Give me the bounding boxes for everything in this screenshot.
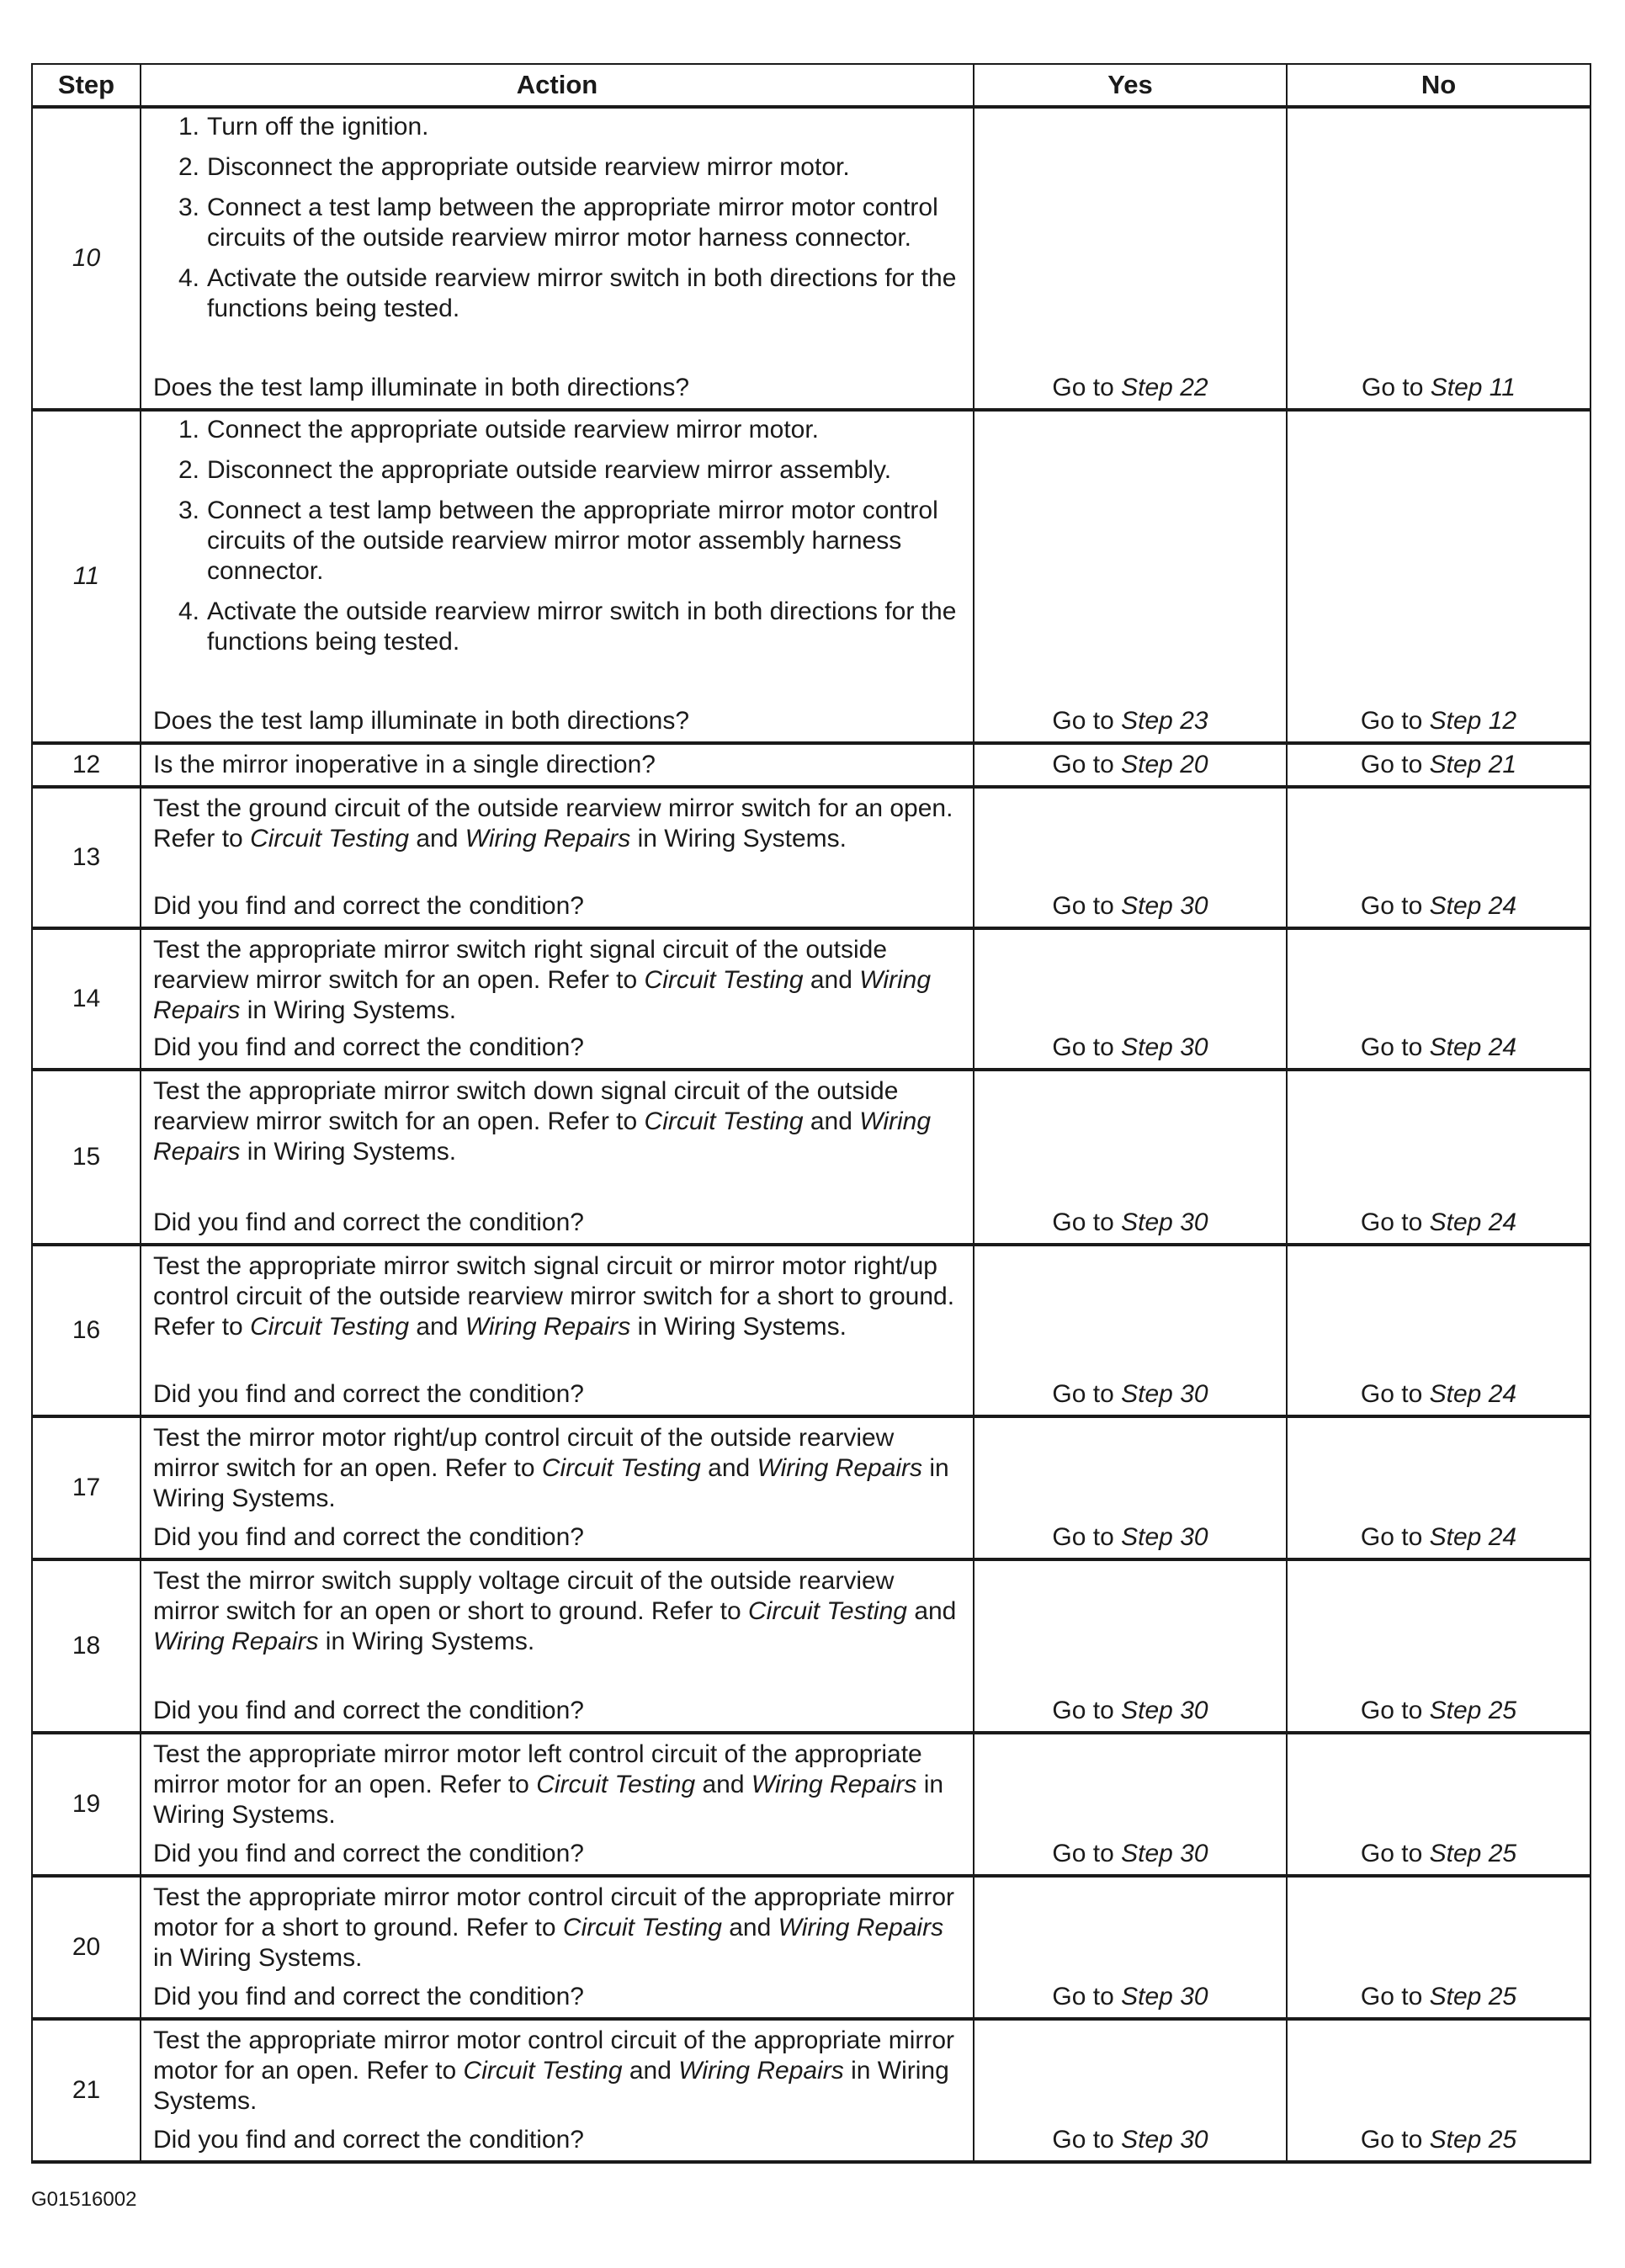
action-body bbox=[141, 412, 973, 667]
circuit-testing-ref: Circuit Testing bbox=[541, 1454, 701, 1482]
goto-label: Go to bbox=[1052, 1697, 1114, 1724]
ref-preposition: in bbox=[247, 1138, 268, 1166]
ref-conjunction: and bbox=[416, 825, 459, 852]
goto-label: Go to bbox=[1360, 707, 1423, 735]
goto-label: Go to bbox=[1052, 1983, 1114, 2010]
no-target-step: Step 24 bbox=[1429, 1033, 1517, 1061]
no-target-step: Step 25 bbox=[1429, 1697, 1517, 1724]
instruction-item bbox=[178, 112, 961, 142]
table-row bbox=[32, 107, 1590, 410]
step-number: 12 bbox=[32, 743, 141, 787]
action-content bbox=[141, 930, 973, 1068]
test-description bbox=[141, 930, 973, 1026]
action-content bbox=[141, 412, 973, 741]
no-target-step: Step 25 bbox=[1429, 2126, 1517, 2154]
no-result bbox=[1287, 743, 1590, 787]
yes-target-step: Step 30 bbox=[1121, 1840, 1208, 1867]
wiring-repairs-ref: Wiring Repairs bbox=[153, 966, 932, 1024]
description-text: Test the mirror motor right/up control circuit of the outside rearview mirror switch for an open. Refer to bbox=[153, 1424, 895, 1482]
instruction-text: Disconnect the appropriate outside rearview mirror assembly. bbox=[207, 456, 892, 484]
step-number: 19 bbox=[32, 1733, 141, 1876]
action-question: Did you find and correct the condition? bbox=[153, 1380, 584, 1408]
action-question: Did you find and correct the condition? bbox=[153, 2126, 584, 2154]
action-content bbox=[141, 1246, 973, 1415]
step-number: 21 bbox=[32, 2019, 141, 2162]
action-body bbox=[141, 1561, 973, 1657]
action-body bbox=[141, 109, 973, 334]
no-target-step: Step 21 bbox=[1429, 751, 1517, 778]
wiring-systems-ref: Wiring Systems. bbox=[352, 1628, 535, 1655]
diagnostic-table bbox=[31, 63, 1591, 2164]
goto-label: Go to bbox=[1052, 707, 1114, 735]
action-question: Did you find and correct the condition? bbox=[153, 892, 584, 920]
yes-result bbox=[974, 743, 1287, 787]
yes-target-step: Step 30 bbox=[1121, 2126, 1208, 2154]
no-target-step: Step 24 bbox=[1429, 1523, 1517, 1551]
yes-result bbox=[974, 1733, 1287, 1876]
instruction-number: 4. bbox=[178, 598, 200, 625]
no-target-step: Step 25 bbox=[1429, 1983, 1517, 2010]
table-row bbox=[32, 787, 1590, 928]
instruction-item bbox=[178, 152, 961, 183]
action-content bbox=[141, 1418, 973, 1558]
ref-preposition: in bbox=[153, 1944, 173, 1972]
no-result bbox=[1287, 1070, 1590, 1245]
action-content bbox=[141, 1071, 973, 1243]
action-content bbox=[141, 1734, 973, 1874]
instruction-list bbox=[141, 415, 973, 657]
action-cell bbox=[141, 410, 974, 743]
table-row bbox=[32, 1070, 1590, 1245]
no-result bbox=[1287, 787, 1590, 928]
wiring-repairs-ref: Wiring Repairs bbox=[153, 1628, 319, 1655]
action-cell bbox=[141, 1245, 974, 1416]
wiring-repairs-ref: Wiring Repairs bbox=[778, 1914, 944, 1941]
ref-preposition: in bbox=[637, 1313, 657, 1341]
table-row bbox=[32, 1876, 1590, 2019]
description-text: Test the appropriate mirror motor control circuit of the appropriate mirror motor for a short to ground. Refer to bbox=[153, 1883, 955, 1941]
step-number: 14 bbox=[32, 928, 141, 1070]
instruction-text: Activate the outside rearview mirror switch in both directions for the functions being tested. bbox=[207, 264, 957, 322]
circuit-testing-ref: Circuit Testing bbox=[250, 1313, 410, 1341]
header-row bbox=[32, 64, 1590, 107]
action-body bbox=[141, 789, 973, 854]
goto-label: Go to bbox=[1052, 1523, 1114, 1551]
yes-target-step: Step 30 bbox=[1121, 892, 1208, 920]
instruction-item bbox=[178, 193, 961, 253]
table-row bbox=[32, 410, 1590, 743]
no-result bbox=[1287, 1559, 1590, 1733]
table-row bbox=[32, 1559, 1590, 1733]
step-number: 15 bbox=[32, 1070, 141, 1245]
table-row bbox=[32, 743, 1590, 787]
description-text: Test the ground circuit of the outside rearview mirror switch for an open. Refer to bbox=[153, 794, 953, 852]
circuit-testing-ref: Circuit Testing bbox=[250, 825, 410, 852]
no-result bbox=[1287, 928, 1590, 1070]
wiring-systems-ref: Wiring Systems. bbox=[153, 1485, 336, 1512]
instruction-text: Activate the outside rearview mirror switch in both directions for the functions being tested. bbox=[207, 598, 957, 656]
instruction-number: 4. bbox=[178, 264, 200, 292]
wiring-systems-ref: Wiring Systems. bbox=[664, 1313, 847, 1341]
ref-conjunction: and bbox=[629, 2057, 672, 2085]
yes-target-step: Step 30 bbox=[1121, 1033, 1208, 1061]
ref-conjunction: and bbox=[810, 966, 852, 994]
ref-conjunction: and bbox=[810, 1107, 852, 1135]
wiring-systems-ref: Wiring Systems. bbox=[179, 1944, 363, 1972]
no-target-step: Step 11 bbox=[1430, 374, 1516, 401]
action-cell bbox=[141, 928, 974, 1070]
action-cell bbox=[141, 1559, 974, 1733]
goto-label: Go to bbox=[1360, 1208, 1423, 1236]
action-content bbox=[141, 789, 973, 927]
action-question: Does the test lamp illuminate in both directions? bbox=[153, 707, 690, 735]
no-result bbox=[1287, 2019, 1590, 2162]
yes-result bbox=[974, 928, 1287, 1070]
action-question: Did you find and correct the condition? bbox=[153, 1523, 584, 1551]
action-question: Did you find and correct the condition? bbox=[153, 1033, 584, 1061]
yes-result bbox=[974, 107, 1287, 410]
wiring-systems-ref: Wiring Systems. bbox=[153, 2057, 949, 2115]
wiring-repairs-ref: Wiring Repairs bbox=[678, 2057, 844, 2085]
yes-result bbox=[974, 410, 1287, 743]
instruction-number: 2. bbox=[178, 456, 200, 484]
goto-label: Go to bbox=[1052, 2126, 1114, 2154]
instruction-item bbox=[178, 263, 961, 324]
goto-label: Go to bbox=[1360, 751, 1423, 778]
yes-result bbox=[974, 2019, 1287, 2162]
description-text: Test the mirror switch supply voltage circuit of the outside rearview mirror switch for an open or short to ground. Refer to bbox=[153, 1567, 895, 1625]
action-content bbox=[141, 1561, 973, 1731]
goto-label: Go to bbox=[1362, 374, 1424, 401]
yes-result bbox=[974, 1416, 1287, 1559]
instruction-list bbox=[141, 112, 973, 324]
no-target-step: Step 12 bbox=[1429, 707, 1517, 735]
description-text: Test the appropriate mirror motor left control circuit of the appropriate mirror motor for an open. Refer to bbox=[153, 1740, 922, 1798]
action-cell bbox=[141, 1876, 974, 2019]
goto-label: Go to bbox=[1052, 1208, 1114, 1236]
yes-result bbox=[974, 1559, 1287, 1733]
action-question: Did you find and correct the condition? bbox=[153, 1697, 584, 1724]
instruction-number: 3. bbox=[178, 194, 200, 221]
wiring-systems-ref: Wiring Systems. bbox=[273, 996, 457, 1024]
action-body bbox=[141, 1878, 973, 1973]
yes-result bbox=[974, 1876, 1287, 2019]
header-action: Action bbox=[141, 64, 974, 107]
goto-label: Go to bbox=[1360, 1697, 1423, 1724]
action-question: Is the mirror inoperative in a single direction? bbox=[153, 751, 656, 778]
goto-label: Go to bbox=[1052, 892, 1114, 920]
action-content bbox=[141, 2021, 973, 2160]
circuit-testing-ref: Circuit Testing bbox=[463, 2057, 623, 2085]
test-description bbox=[141, 789, 973, 854]
figure-id: G01516002 bbox=[31, 2188, 137, 2211]
instruction-text: Disconnect the appropriate outside rearview mirror motor. bbox=[207, 153, 850, 181]
wiring-repairs-ref: Wiring Repairs bbox=[465, 1313, 631, 1341]
instruction-item bbox=[178, 496, 961, 587]
goto-label: Go to bbox=[1360, 1033, 1423, 1061]
instruction-number: 3. bbox=[178, 497, 200, 524]
goto-label: Go to bbox=[1052, 1840, 1114, 1867]
yes-target-step: Step 30 bbox=[1121, 1208, 1208, 1236]
ref-conjunction: and bbox=[702, 1771, 745, 1798]
circuit-testing-ref: Circuit Testing bbox=[562, 1914, 722, 1941]
goto-label: Go to bbox=[1052, 751, 1114, 778]
action-content bbox=[141, 1878, 973, 2017]
step-number: 18 bbox=[32, 1559, 141, 1733]
ref-preposition: in bbox=[247, 996, 268, 1024]
description-text: Test the appropriate mirror switch right signal circuit of the outside rearview mirror switch for an open. Refer to bbox=[153, 936, 888, 994]
ref-conjunction: and bbox=[708, 1454, 751, 1482]
no-result bbox=[1287, 1733, 1590, 1876]
table-row bbox=[32, 1416, 1590, 1559]
action-body bbox=[141, 2021, 973, 2117]
action-question: Does the test lamp illuminate in both directions? bbox=[153, 374, 690, 401]
instruction-number: 1. bbox=[178, 113, 200, 141]
no-result bbox=[1287, 1245, 1590, 1416]
action-question: Did you find and correct the condition? bbox=[153, 1208, 584, 1236]
step-number: 17 bbox=[32, 1416, 141, 1559]
instruction-number: 2. bbox=[178, 153, 200, 181]
test-description bbox=[141, 1246, 973, 1342]
table-row bbox=[32, 1733, 1590, 1876]
yes-target-step: Step 30 bbox=[1121, 1983, 1208, 2010]
action-body bbox=[141, 1246, 973, 1342]
goto-label: Go to bbox=[1360, 1840, 1423, 1867]
ref-conjunction: and bbox=[729, 1914, 772, 1941]
action-content bbox=[141, 745, 973, 785]
ref-conjunction: and bbox=[914, 1597, 957, 1625]
no-target-step: Step 24 bbox=[1429, 1380, 1517, 1408]
instruction-text: Connect a test lamp between the appropriate mirror motor control circuits of the outside rearview mirror motor harness connector. bbox=[207, 194, 938, 252]
table-row bbox=[32, 2019, 1590, 2162]
no-result bbox=[1287, 1876, 1590, 2019]
instruction-text: Connect the appropriate outside rearview mirror motor. bbox=[207, 416, 820, 444]
yes-target-step: Step 23 bbox=[1121, 707, 1208, 735]
table-row bbox=[32, 1245, 1590, 1416]
goto-label: Go to bbox=[1360, 2126, 1423, 2154]
action-body bbox=[141, 1734, 973, 1830]
action-cell bbox=[141, 2019, 974, 2162]
yes-target-step: Step 30 bbox=[1121, 1697, 1208, 1724]
test-description bbox=[141, 1071, 973, 1167]
action-cell bbox=[141, 743, 974, 787]
header-yes: Yes bbox=[974, 64, 1287, 107]
ref-preposition: in bbox=[923, 1771, 944, 1798]
step-number: 11 bbox=[32, 410, 141, 743]
action-cell bbox=[141, 1070, 974, 1245]
description-text: Test the appropriate mirror motor control circuit of the appropriate mirror motor for an open. Refer to bbox=[153, 2026, 955, 2085]
test-description bbox=[141, 1418, 973, 1514]
instruction-text: Connect a test lamp between the appropriate mirror motor control circuits of the outside rearview mirror motor assembly harness connector. bbox=[207, 497, 938, 585]
action-body bbox=[141, 930, 973, 1026]
header-step: Step bbox=[32, 64, 141, 107]
ref-conjunction: and bbox=[416, 1313, 459, 1341]
step-number: 10 bbox=[32, 107, 141, 410]
circuit-testing-ref: Circuit Testing bbox=[644, 966, 804, 994]
no-result bbox=[1287, 1416, 1590, 1559]
step-number: 13 bbox=[32, 787, 141, 928]
yes-target-step: Step 22 bbox=[1121, 374, 1208, 401]
goto-label: Go to bbox=[1052, 1033, 1114, 1061]
action-cell bbox=[141, 1733, 974, 1876]
test-description bbox=[141, 1734, 973, 1830]
action-body bbox=[141, 1071, 973, 1167]
action-cell bbox=[141, 787, 974, 928]
instruction-item bbox=[178, 455, 961, 486]
goto-label: Go to bbox=[1360, 1983, 1423, 2010]
yes-target-step: Step 30 bbox=[1121, 1523, 1208, 1551]
action-body bbox=[141, 1418, 973, 1514]
yes-target-step: Step 30 bbox=[1121, 1380, 1208, 1408]
no-target-step: Step 24 bbox=[1429, 892, 1517, 920]
circuit-testing-ref: Circuit Testing bbox=[748, 1597, 907, 1625]
no-target-step: Step 25 bbox=[1429, 1840, 1517, 1867]
description-text: Test the appropriate mirror switch down signal circuit of the outside rearview mirror switch for an open. Refer to bbox=[153, 1077, 899, 1135]
action-question: Did you find and correct the condition? bbox=[153, 1840, 584, 1867]
test-description bbox=[141, 1561, 973, 1657]
ref-preposition: in bbox=[929, 1454, 949, 1482]
instruction-text: Turn off the ignition. bbox=[207, 113, 429, 141]
step-number: 20 bbox=[32, 1876, 141, 2019]
goto-label: Go to bbox=[1360, 892, 1423, 920]
action-question: Did you find and correct the condition? bbox=[153, 1983, 584, 2010]
no-target-step: Step 24 bbox=[1429, 1208, 1517, 1236]
wiring-repairs-ref: Wiring Repairs bbox=[465, 825, 631, 852]
circuit-testing-ref: Circuit Testing bbox=[536, 1771, 696, 1798]
yes-result bbox=[974, 1070, 1287, 1245]
wiring-systems-ref: Wiring Systems. bbox=[153, 1801, 336, 1829]
instruction-number: 1. bbox=[178, 416, 200, 444]
test-description bbox=[141, 1878, 973, 1973]
no-result bbox=[1287, 410, 1590, 743]
yes-target-step: Step 20 bbox=[1121, 751, 1208, 778]
table-row bbox=[32, 928, 1590, 1070]
yes-result bbox=[974, 1245, 1287, 1416]
test-description bbox=[141, 2021, 973, 2117]
goto-label: Go to bbox=[1052, 374, 1114, 401]
goto-label: Go to bbox=[1360, 1523, 1423, 1551]
ref-preposition: in bbox=[851, 2057, 871, 2085]
instruction-item bbox=[178, 415, 961, 445]
wiring-systems-ref: Wiring Systems. bbox=[273, 1138, 457, 1166]
ref-preposition: in bbox=[325, 1628, 346, 1655]
action-cell bbox=[141, 107, 974, 410]
description-text: Test the appropriate mirror switch signal circuit or mirror motor right/up control circuit of the outside rearview mirror switch for a short to ground. Refer to bbox=[153, 1252, 955, 1341]
yes-result bbox=[974, 787, 1287, 928]
ref-preposition: in bbox=[637, 825, 657, 852]
goto-label: Go to bbox=[1052, 1380, 1114, 1408]
wiring-systems-ref: Wiring Systems. bbox=[664, 825, 847, 852]
header-no: No bbox=[1287, 64, 1590, 107]
goto-label: Go to bbox=[1360, 1380, 1423, 1408]
wiring-repairs-ref: Wiring Repairs bbox=[757, 1454, 923, 1482]
wiring-repairs-ref: Wiring Repairs bbox=[751, 1771, 917, 1798]
step-number: 16 bbox=[32, 1245, 141, 1416]
instruction-item bbox=[178, 597, 961, 657]
action-content bbox=[141, 109, 973, 408]
circuit-testing-ref: Circuit Testing bbox=[644, 1107, 804, 1135]
action-cell bbox=[141, 1416, 974, 1559]
no-result bbox=[1287, 107, 1590, 410]
wiring-repairs-ref: Wiring Repairs bbox=[153, 1107, 932, 1166]
